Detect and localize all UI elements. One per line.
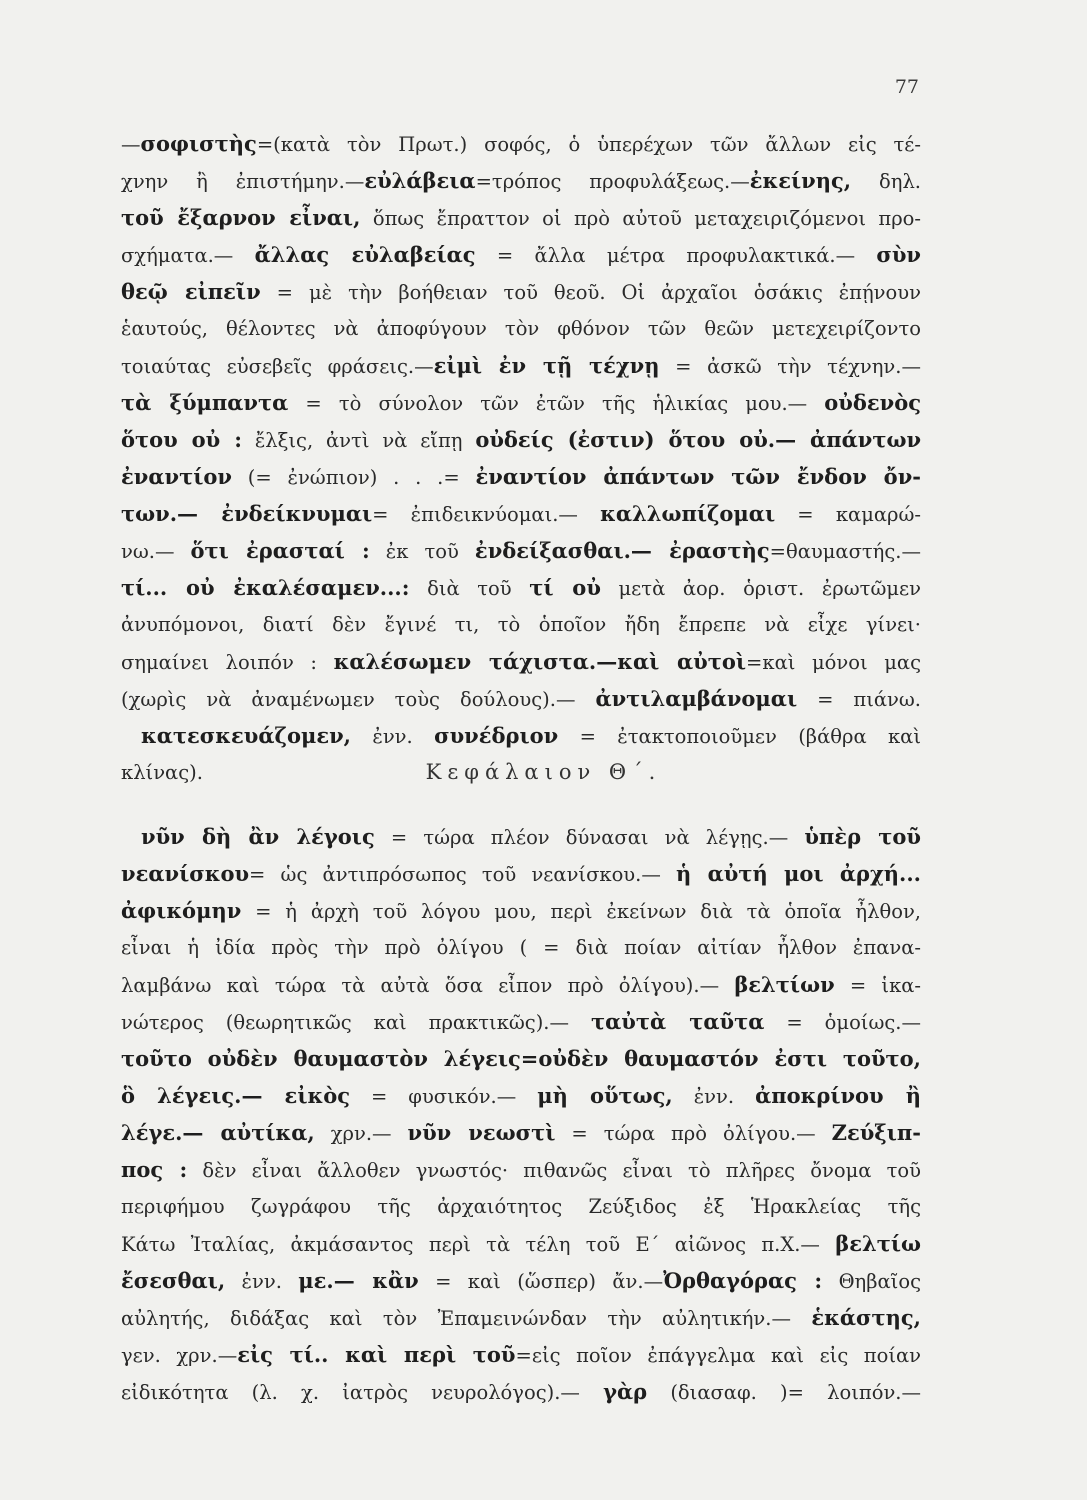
gloss-text: χνην ἢ ἐπιστήμην.— [121,170,365,193]
gloss-text: = καμαρώ- [775,503,921,526]
text-line [121,458,921,495]
text-line [121,1188,921,1225]
gloss-text: νώτερος (θεωρητικῶς καὶ πρακτικῶς).— [121,1011,591,1034]
text-line [121,495,921,532]
lemma-term: ἑκάστης, [811,1305,921,1330]
gloss-text: =τρόπος προφυλάξεως.— [475,170,750,193]
lemma-term: βελτίω [835,1231,921,1256]
lemma-term: πος : [121,1157,188,1182]
gloss-text: = φυσικόν.— [350,1085,538,1108]
gloss-text: περιφήμου ζωγράφου τῆς ἀρχαιότητος Ζεύξιδος ἐξ Ἡρακλείας τῆς [121,1195,921,1218]
gloss-text: = ὡς ἀντιπρόσωπος τοῦ νεανίσκου.— [249,863,677,886]
gloss-text: δηλ. [851,170,921,193]
page-number: 77 [894,76,919,98]
gloss-text: εἰδικότητα (λ. χ. ἰατρὸς νευρολόγος).— [121,1381,604,1404]
lemma-term: λέγε.— αὐτίκα, [121,1120,315,1145]
lemma-term: ἀποκρίνου ἢ [755,1083,921,1108]
lemma-term: ἐναντίον [121,464,232,489]
text-line [121,1077,921,1114]
lemma-term: θεῷ εἰπεῖν [121,279,261,304]
gloss-text: κλίνας). [121,761,203,784]
gloss-text: = καὶ (ὥσπερ) ἄν.— [418,1270,664,1293]
lemma-term: βελτίων [734,972,835,997]
gloss-text: =(κατὰ τὸν Πρωτ.) σοφός, ὁ ὑπερέχων τῶν ἄλλων εἰς τέ- [256,133,921,156]
gloss-text: δὲν εἶναι ἄλλοθεν γνωστός· πιθανῶς εἶναι τὸ πλῆρες ὄνομα τοῦ [187,1159,921,1182]
gloss-text: = πιάνω. [797,688,921,711]
text-line [121,1003,921,1040]
text-line [121,1040,921,1077]
text-line [121,347,921,384]
lemma-term: οὐδενὸς [824,390,921,415]
lemma-term: ἐνδείξασθαι.— ἐραστὴς [474,538,770,563]
text-line [121,1373,921,1410]
lemma-term: νῦν δὴ ἂν λέγοις [141,824,375,849]
text-line [121,1336,921,1373]
commentary-section-1 [121,125,921,791]
lemma-term: ὅτου οὐ : [121,427,242,452]
lemma-term: των.— ἐνδείκνυμαι [121,501,373,526]
lemma-term: ἡ αὐτή μοι ἀρχή... [676,861,921,886]
text-line [121,892,921,929]
gloss-text: χρν.— [314,1122,408,1145]
text-line [121,966,921,1003]
lemma-term: νῦν νεωστὶ [407,1120,556,1145]
lemma-term: ἔσεσθαι, [121,1268,226,1293]
text-line [121,680,921,717]
chapter-heading: Κεφάλαιον Θ΄. [425,760,662,784]
lemma-term: τοῦτο οὐδὲν θαυμαστὸν λέγεις=οὐδὲν θαυμαστόν ἐστι τοῦτο, [121,1046,921,1071]
text-line [121,1299,921,1336]
lemma-term: ἀντιλαμβάνομαι [595,686,798,711]
gloss-text: ἐνν. [350,725,435,748]
text-line [121,199,921,236]
gloss-text: = ἀσκῶ τὴν τέχνην.— [659,355,921,378]
lemma-term: ἀφικόμην [121,898,242,923]
lemma-term: γὰρ [603,1379,648,1404]
gloss-text: ἐνν. [225,1270,299,1293]
lemma-term: οὐδείς (ἐστιν) ὅτου οὐ.— ἀπάντων [475,427,921,452]
text-line [121,384,921,421]
text-line [121,162,921,199]
text-line [121,855,921,892]
text-line [121,818,921,855]
text-line [121,606,921,643]
gloss-text: = ἐπιδεικνύομαι.— [372,503,601,526]
lemma-term: καλέσωμεν τάχιστα.—καὶ αὐτοὶ [333,649,747,674]
text-line [121,1262,921,1299]
lemma-term: σοφιστὴς [140,131,257,156]
gloss-text: = ἱκα- [834,974,921,997]
lemma-term: εἰς τί.. καὶ περὶ τοῦ [237,1342,516,1367]
text-line [121,236,921,273]
gloss-text: = ἄλλα μέτρα προφυλακτικά.— [475,244,877,267]
text-line [121,421,921,458]
gloss-text: = ἡ ἀρχὴ τοῦ λόγου μου, περὶ ἐκείνων διὰ τὰ ὁποῖα ἦλθον, [241,900,921,923]
gloss-text: γεν. χρν.— [121,1344,238,1367]
gloss-text: ἀνυπόμονοι, διατί δὲν ἔγινέ τι, τὸ ὁποῖον ἤδη ἔπρεπε νὰ εἶχε γίνει· [121,613,921,636]
lemma-term: Ὀρθαγόρας : [663,1268,823,1293]
gloss-text: λαμβάνω καὶ τώρα τὰ αὐτὰ ὅσα εἶπον πρὸ ὀλίγου).— [121,974,735,997]
gloss-text: = ὁμοίως.— [764,1011,921,1034]
commentary-section-2 [121,818,921,1410]
lemma-term: τοῦ ἔξαρνον εἶναι, [121,205,361,230]
gloss-text: σχήματα.— [121,244,255,267]
lemma-term: με.— κἂν [298,1268,419,1293]
gloss-text: =θαυμαστής.— [769,540,921,563]
gloss-text: εἶναι ἡ ἰδία πρὸς τὴν πρὸ ὀλίγου ( = διὰ ποίαν αἰτίαν ἦλθον ἐπανα- [121,936,921,959]
lemma-term: ὑπὲρ τοῦ [804,824,921,849]
gloss-text: αὐλητής, διδάξας καὶ τὸν Ἐπαμεινώνδαν τὴν αὐλητικήν.— [121,1307,812,1330]
gloss-text: (= ἐνώπιον) . . .= [231,466,476,489]
gloss-text: Θηβαῖος [822,1270,921,1293]
gloss-text: ἑαυτούς, θέλοντες νὰ ἀποφύγουν τὸν φθόνον τῶν θεῶν μετεχειρίζοντο [121,317,921,340]
gloss-text: διὰ τοῦ [409,577,530,600]
lemma-term: ἄλλας εὐλαβείας [254,242,476,267]
gloss-text: σημαίνει λοιπόν : [121,651,334,674]
text-line [121,1225,921,1262]
lemma-term: ἐναντίον ἀπάντων τῶν ἔνδον ὄν- [475,464,921,489]
text-line [121,1151,921,1188]
text-line [121,569,921,606]
gloss-text: = ἐτακτοποιοῦμεν (βάθρα καὶ [558,725,921,748]
lemma-term: ὅτι ἐρασταί : [190,538,370,563]
gloss-text: ἐνν. [672,1085,756,1108]
lemma-term: Ζεύξιπ- [831,1120,921,1145]
gloss-text: =εἰς ποῖον ἐπάγγελμα καὶ εἰς ποίαν [515,1344,921,1367]
gloss-text: (διασαφ. )= λοιπόν.— [647,1381,921,1404]
gloss-text: =καὶ μόνοι μας [746,651,921,674]
lemma-term: τί οὐ [529,575,601,600]
gloss-text: = τώρα πλέον δύνασαι νὰ λέγῃς.— [374,826,805,849]
gloss-text: = τώρα πρὸ ὀλίγου.— [555,1122,832,1145]
lemma-term: νεανίσκου [121,861,250,886]
gloss-text: ἔλξις, ἀντὶ νὰ εἴπῃ [241,429,476,452]
lemma-term: συνέδριον [434,723,559,748]
gloss-text: ἐκ τοῦ [369,540,475,563]
lemma-term: εἰμὶ ἐν τῇ τέχνῃ [433,353,660,378]
lemma-term: καλλωπίζομαι [600,501,776,526]
lemma-term: τί... οὐ ἐκαλέσαμεν...: [121,575,410,600]
lemma-term: μὴ οὕτως, [537,1083,673,1108]
text-line [121,1114,921,1151]
lemma-term: ἐκείνης, [749,168,852,193]
gloss-text: — [121,133,141,156]
lemma-term: τὰ ξύμπαντα [121,390,289,415]
text-line [121,125,921,162]
text-line [121,273,921,310]
gloss-text: = τὸ σύνολον τῶν ἐτῶν τῆς ἡλικίας μου.— [288,392,825,415]
lemma-term: ταὐτὰ ταῦτα [590,1009,765,1034]
text-line [121,643,921,680]
lemma-term: ὃ λέγεις.— εἰκὸς [121,1083,351,1108]
gloss-text: μετὰ ἀορ. ὁριστ. ἐρωτῶμεν [600,577,921,600]
lemma-term: εὐλάβεια [364,168,476,193]
gloss-text: τοιαύτας εὐσεβεῖς φράσεις.— [121,355,434,378]
lemma-term: σὺν [876,242,921,267]
lemma-term: κατεσκευάζομεν, [141,723,351,748]
text-line [121,532,921,569]
text-line [121,717,921,754]
gloss-text: νω.— [121,540,191,563]
gloss-text: Κάτω Ἰταλίας, ἀκμάσαντος περὶ τὰ τέλη τοῦ Ε΄ αἰῶνος π.Χ.— [121,1233,836,1256]
text-line [121,310,921,347]
gloss-text: = μὲ τὴν βοήθειαν τοῦ θεοῦ. Οἱ ἀρχαῖοι ὁσάκις ἐπῄνουν [260,281,921,304]
text-line [121,929,921,966]
gloss-text: ὅπως ἔπραττον οἱ πρὸ αὐτοῦ μεταχειριζόμενοι προ- [360,207,921,230]
gloss-text: (χωρὶς νὰ ἀναμένωμεν τοὺς δούλους).— [121,688,596,711]
